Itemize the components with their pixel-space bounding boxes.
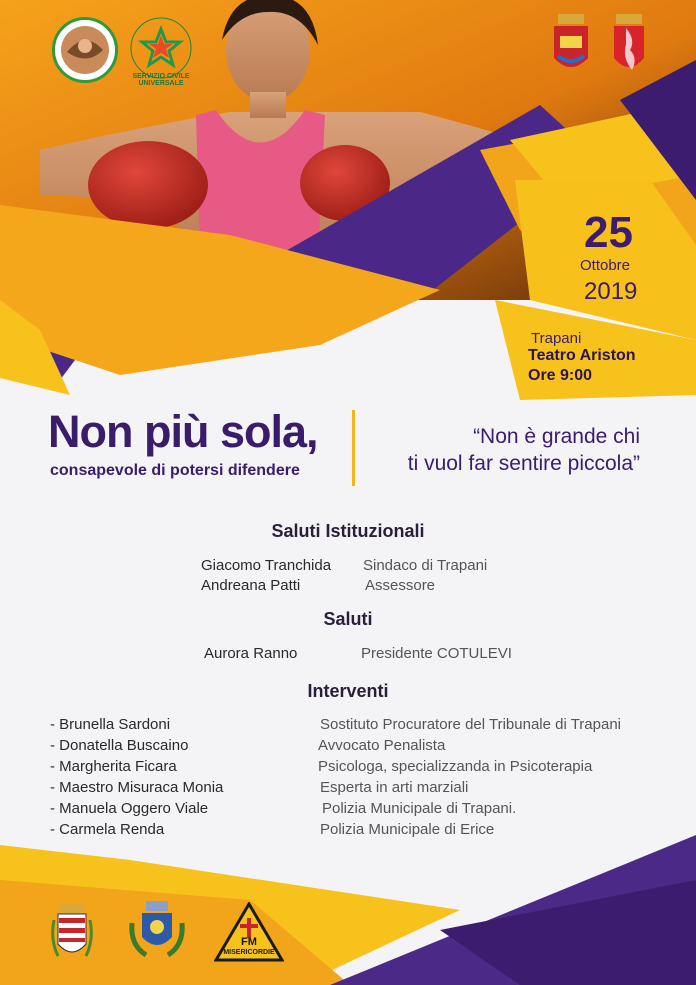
association-emblem-icon	[55, 20, 115, 80]
quote-line-1: “Non è grande chi	[473, 425, 640, 448]
erice-coat-of-arms-icon	[612, 14, 646, 76]
event-title: Non più sola,	[48, 406, 318, 457]
speaker-name: - Donatella Buscaino	[50, 737, 189, 754]
servizio-civile-star-icon	[128, 15, 194, 81]
quote-line-2: ti vuol far sentire piccola”	[407, 452, 640, 475]
heading-saluti: Saluti	[323, 609, 373, 629]
event-subtitle: consapevole di potersi difendere	[50, 462, 300, 479]
speaker-role: Assessore	[365, 577, 436, 594]
title-divider	[352, 410, 355, 486]
event-quote	[360, 423, 640, 477]
servizio-civile-text: SERVIZIO CIVILE UNIVERSALE	[132, 73, 190, 87]
misericordie-text: MISERICORDIE	[223, 949, 275, 956]
speaker-role: Polizia Municipale di Trapani.	[322, 800, 517, 817]
speaker-role: Esperta in arti marziali	[320, 779, 469, 796]
speaker-name: Giacomo Tranchida	[201, 557, 332, 574]
heading-saluti-istituzionali: Saluti Istituzionali	[271, 521, 425, 541]
event-time: Ore 9:00	[528, 367, 593, 384]
speaker-name: - Maestro Misuraca Monia	[50, 779, 224, 796]
event-venue: Teatro Ariston	[528, 347, 636, 364]
speaker-role: Presidente COTULEVI	[361, 645, 512, 662]
speaker-name: - Manuela Oggero Viale	[50, 800, 209, 817]
speaker-name: Aurora Ranno	[204, 645, 298, 662]
event-month: Ottobre	[580, 257, 631, 274]
speaker-role: Psicologa, specializzanda in Psicoterapia	[318, 758, 593, 775]
speaker-role: Avvocato Penalista	[318, 737, 446, 754]
speaker-role: Sindaco di Trapani	[363, 557, 488, 574]
speaker-role: Sostituto Procuratore del Tribunale di Trapani	[320, 716, 622, 733]
speaker-role: Polizia Municipale di Erice	[320, 821, 495, 838]
misericordie-logo	[214, 902, 284, 964]
trapani-coat-of-arms-icon	[552, 14, 590, 76]
police-emblem-icon	[126, 899, 188, 961]
speaker-name: - Carmela Renda	[50, 821, 165, 838]
speaker-name: - Margherita Ficara	[50, 758, 177, 775]
speaker-name: - Brunella Sardoni	[50, 716, 171, 733]
association-logo	[52, 17, 118, 83]
speaker-name: Andreana Patti	[201, 577, 301, 594]
municipal-coat-of-arms-icon	[50, 900, 94, 966]
event-year: 2019	[584, 278, 638, 305]
misericordie-mark: FM	[241, 936, 257, 948]
event-day: 25	[584, 208, 633, 257]
servizio-civile-logo	[128, 15, 194, 87]
event-city: Trapani	[531, 330, 582, 347]
heading-interventi: Interventi	[307, 681, 389, 701]
